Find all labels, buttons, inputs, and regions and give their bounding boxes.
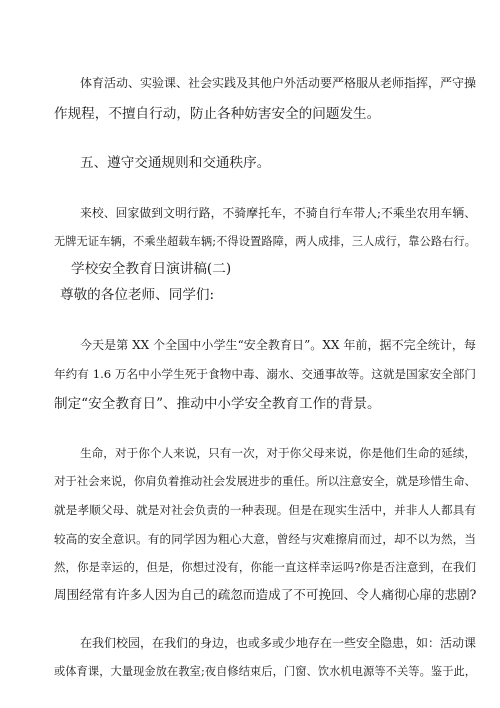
text-line: 体育活动、实验课、社会实践及其他户外活动要严格服从老师指挥，严守操 xyxy=(80,76,477,90)
section-heading: 五、遵守交通规则和交通秩序。 xyxy=(80,155,271,171)
text-line: 无牌无证车辆，不乘坐超载车辆;不得设置路障，两人成排，三人成行，靠公路右行。 xyxy=(54,235,476,248)
text-line: 来校、回家做到文明行路，不骑摩托车，不骑自行车带人;不乘坐农用车辆、 xyxy=(80,206,476,220)
text-line: 年约有 1.6 万名中小学生死于食物中毒、溺水、交通事故等。这就是国家安全部门 xyxy=(54,367,476,381)
text-line: 较高的安全意识。有的同学因为粗心大意，曾经与灾难擦肩而过，却不以为然，当 xyxy=(54,532,476,546)
text-line: 对于社会来说，你肩负着推动社会发展进步的重任。所以注意安全，就是珍惜生命、 xyxy=(54,474,476,488)
text-line: 或体育课，大量现金放在教室;夜自修结束后，门窗、饮水机电源等不关等。鉴于此， xyxy=(54,665,476,678)
text-line: 生命，对于你个人来说，只有一次，对于你父母来说，你是他们生命的延续， xyxy=(80,446,476,460)
document-subtitle: 学校安全教育日演讲稿(二) xyxy=(71,261,232,277)
text-line: 作规程，不擅自行动，防止各种妨害安全的问题发生。 xyxy=(54,106,381,122)
salutation: 尊敬的各位老师、同学们: xyxy=(60,287,215,303)
text-line: 今天是第 XX 个全国中小学生“安全教育日”。XX 年前，据不完全统计，每 xyxy=(80,338,476,352)
text-line: 然，你是幸运的，但是，你想过没有，你能一直这样幸运吗?你是否注意到，在我们 xyxy=(54,560,476,574)
text-line: 在我们校园，在我们的身边，也或多或少地存在一些安全隐患，如：活动课 xyxy=(80,636,477,650)
text-line: 就是孝顺父母、就是对社会负责的一种表现。但是在现实生活中，并非人人都具有 xyxy=(54,503,476,517)
text-line: 制定“安全教育日”、推动中小学安全教育工作的背景。 xyxy=(54,396,381,412)
text-line: 周围经常有许多人因为自己的疏忽而造成了不可挽回、令人痛彻心扉的悲剧? xyxy=(54,587,477,602)
